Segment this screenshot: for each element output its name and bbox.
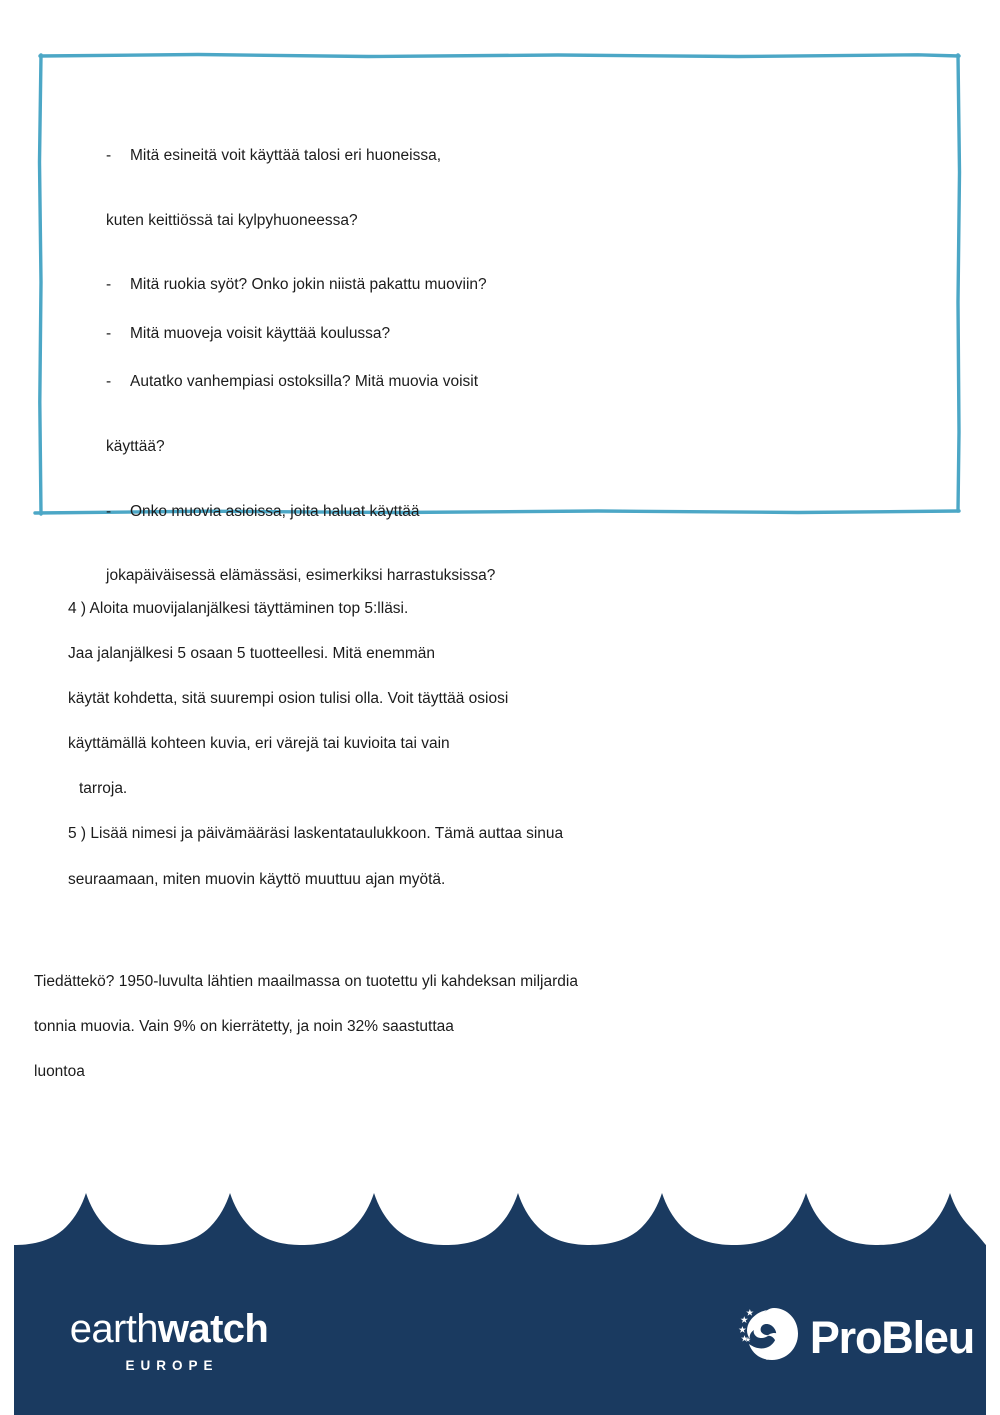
list-item-text: Mitä esineitä voit käyttää talosi eri huoneissa, xyxy=(130,147,442,164)
earthwatch-word-bold: watch xyxy=(157,1307,269,1351)
list-item-text: Mitä ruokia syöt? Onko jokin niistä pakattu muoviin? xyxy=(130,276,487,294)
earthwatch-logo xyxy=(34,1309,304,1373)
did-you-know-block xyxy=(34,973,934,1108)
probleu-logo xyxy=(730,1305,974,1369)
instruction-line: Jaa jalanjälkesi 5 osaan 5 tuotteellesi. Mitä enemmän xyxy=(68,645,436,663)
list-item-continuation: kuten keittiössä tai kylpyhuoneessa? xyxy=(106,211,358,229)
question-list xyxy=(106,147,936,586)
list-item-text: Onko muovia asioissa, joita haluat käyttää xyxy=(130,502,420,520)
list-item xyxy=(106,373,936,392)
bullet-dash: - xyxy=(106,147,112,164)
list-item-continuation: käyttää? xyxy=(106,437,165,455)
instructions-block xyxy=(68,600,928,916)
list-item-text: Mitä muoveja voisit käyttää koulussa? xyxy=(130,324,391,342)
instruction-line: tarroja. xyxy=(79,780,128,798)
fact-line: tonnia muovia. Vain 9% on kierrätetty, ja noin 32% saastuttaa xyxy=(34,1018,454,1036)
earthwatch-subtitle: EUROPE xyxy=(125,1358,219,1373)
bullet-dash: - xyxy=(106,276,112,294)
instruction-line: käyttämällä kohteen kuvia, eri värejä tai kuvioita tai vain xyxy=(68,735,450,753)
bullet-dash: - xyxy=(106,324,112,342)
bullet-dash: - xyxy=(106,502,112,520)
list-item xyxy=(106,325,936,344)
bullet-dash: - xyxy=(106,373,112,391)
list-item xyxy=(106,147,936,166)
page-footer xyxy=(14,1193,986,1415)
list-item xyxy=(106,276,936,295)
instruction-line: seuraamaan, miten muovin käyttö muuttuu ajan myötä. xyxy=(68,870,446,888)
probleu-globe-swirl-icon xyxy=(730,1305,802,1369)
probleu-wordmark: ProBleu xyxy=(809,1311,974,1363)
instruction-line: käytät kohdetta, sitä suurempi osion tulisi olla. Voit täyttää osiosi xyxy=(68,690,509,708)
fact-line: Tiedättekö? 1950-luvulta lähtien maailmassa on tuotettu yli kahdeksan miljardia xyxy=(34,973,578,990)
instruction-line-4: 4 ) Aloita muovijalanjälkesi täyttäminen top 5:lläsi. xyxy=(68,600,409,617)
instruction-line-5: 5 ) Lisää nimesi ja päivämääräsi laskentataulukkoon. Tämä auttaa sinua xyxy=(68,825,564,843)
list-item-continuation: jokapäiväisessä elämässäsi, esimerkiksi harrastuksissa? xyxy=(106,567,496,585)
list-item xyxy=(106,503,936,522)
question-box xyxy=(38,52,960,585)
earthwatch-word-light: earth xyxy=(69,1307,158,1351)
earthwatch-wordmark xyxy=(34,1309,304,1349)
list-item-text: Autatko vanhempiasi ostoksilla? Mitä muovia voisit xyxy=(130,373,479,391)
footer-logos xyxy=(14,1285,986,1415)
fact-line: luontoa xyxy=(34,1063,85,1081)
